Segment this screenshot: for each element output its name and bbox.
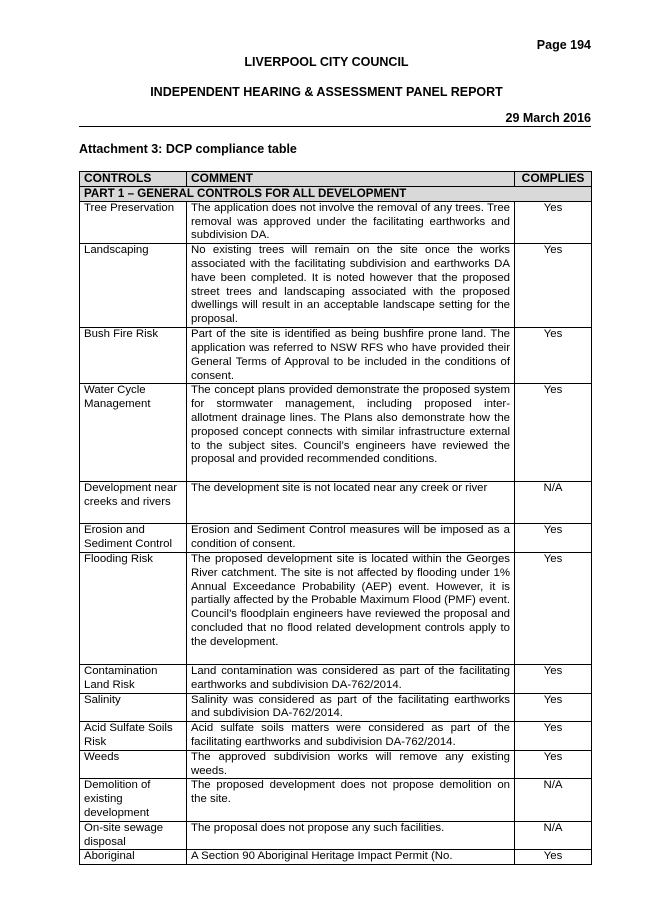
control-cell: Water Cycle Management xyxy=(80,384,187,482)
table-row xyxy=(80,750,592,779)
table-row xyxy=(80,384,592,482)
report-date: 29 March 2016 xyxy=(505,111,591,125)
header-controls: CONTROLS xyxy=(80,172,187,187)
complies-cell: Yes xyxy=(515,850,592,865)
table-row xyxy=(80,328,592,384)
comment-cell: The proposed development site is located within the Georges River catchment. The site is not affected by flooding under 1% Annual Exceedance Probability (AEP) event. However, it is partially affected by the Probable Maximum Flood (PMF) event. Council’s floodplain engineers have reviewed the proposal and concluded that no flood related development controls apply to the development. xyxy=(187,552,515,664)
header-complies: COMPLIES xyxy=(515,172,592,187)
comment-cell: The approved subdivision works will remove any existing weeds. xyxy=(187,750,515,779)
table-row xyxy=(80,244,592,328)
complies-cell: N/A xyxy=(515,821,592,850)
complies-cell: N/A xyxy=(515,482,592,524)
header-divider xyxy=(79,126,591,127)
header-comment: COMMENT xyxy=(187,172,515,187)
control-cell: Development near creeks and rivers xyxy=(80,482,187,524)
comment-cell: No existing trees will remain on the site once the works associated with the facilitating subdivision and earthworks DA have been completed. It is noted however that the proposed street trees and landscaping associated with the proposed dwellings will result in an acceptable landscape setting for the proposal. xyxy=(187,244,515,328)
complies-cell: Yes xyxy=(515,201,592,243)
comment-cell: Erosion and Sediment Control measures will be imposed as a condition of consent. xyxy=(187,524,515,553)
council-name: LIVERPOOL CITY COUNCIL xyxy=(244,55,409,69)
comment-cell: Acid sulfate soils matters were considered as part of the facilitating earthworks and subdivision DA-762/2014. xyxy=(187,722,515,751)
comment-cell: The development site is not located near any creek or river xyxy=(187,482,515,524)
complies-cell: Yes xyxy=(515,552,592,664)
table-row xyxy=(80,552,592,664)
complies-cell: Yes xyxy=(515,384,592,482)
complies-cell: Yes xyxy=(515,693,592,722)
table-row xyxy=(80,482,592,524)
complies-cell: Yes xyxy=(515,722,592,751)
report-title: INDEPENDENT HEARING & ASSESSMENT PANEL REPORT xyxy=(150,85,503,99)
comment-cell: A Section 90 Aboriginal Heritage Impact Permit (No. xyxy=(187,850,515,865)
table-header-row xyxy=(80,172,592,187)
control-cell: Erosion and Sediment Control xyxy=(80,524,187,553)
control-cell: Flooding Risk xyxy=(80,552,187,664)
table-row xyxy=(80,201,592,243)
complies-cell: Yes xyxy=(515,664,592,693)
dcp-compliance-table xyxy=(79,171,592,865)
control-cell: Contamination Land Risk xyxy=(80,664,187,693)
table-row xyxy=(80,524,592,553)
table-row xyxy=(80,693,592,722)
control-cell: Weeds xyxy=(80,750,187,779)
table-row xyxy=(80,779,592,821)
comment-cell: The proposal does not propose any such facilities. xyxy=(187,821,515,850)
comment-cell: Salinity was considered as part of the facilitating earthworks and subdivision DA-762/2014. xyxy=(187,693,515,722)
complies-cell: Yes xyxy=(515,328,592,384)
comment-cell: The concept plans provided demonstrate the proposed system for stormwater management, including proposed inter-allotment drainage lines. The Plans also demonstrate how the proposed concept connects with similar infrastructure external to the subject sites. Council’s engineers have reviewed the proposal and provided recommended conditions. xyxy=(187,384,515,482)
control-cell: Bush Fire Risk xyxy=(80,328,187,384)
comment-cell: The proposed development does not propose demolition on the site. xyxy=(187,779,515,821)
control-cell: Salinity xyxy=(80,693,187,722)
complies-cell: Yes xyxy=(515,750,592,779)
section-row xyxy=(80,187,592,202)
complies-cell: Yes xyxy=(515,524,592,553)
table-row xyxy=(80,821,592,850)
table-row xyxy=(80,664,592,693)
comment-cell: Part of the site is identified as being bushfire prone land. The application was referred to NSW RFS who have provided their General Terms of Approval to be included in the conditions of consent. xyxy=(187,328,515,384)
control-cell: Demolition of existing development xyxy=(80,779,187,821)
comment-cell: The application does not involve the removal of any trees. Tree removal was approved under the facilitating earthworks and subdivision DA. xyxy=(187,201,515,243)
table-row xyxy=(80,850,592,865)
control-cell: Tree Preservation xyxy=(80,201,187,243)
section-title: PART 1 – GENERAL CONTROLS FOR ALL DEVELOPMENT xyxy=(80,187,592,202)
control-cell: Landscaping xyxy=(80,244,187,328)
complies-cell: N/A xyxy=(515,779,592,821)
control-cell: On-site sewage disposal xyxy=(80,821,187,850)
complies-cell: Yes xyxy=(515,244,592,328)
table-row xyxy=(80,722,592,751)
control-cell: Acid Sulfate Soils Risk xyxy=(80,722,187,751)
page-number: Page 194 xyxy=(536,38,591,52)
control-cell: Aboriginal xyxy=(80,850,187,865)
attachment-title: Attachment 3: DCP compliance table xyxy=(79,142,297,156)
comment-cell: Land contamination was considered as part of the facilitating earthworks and subdivision DA-762/2014. xyxy=(187,664,515,693)
